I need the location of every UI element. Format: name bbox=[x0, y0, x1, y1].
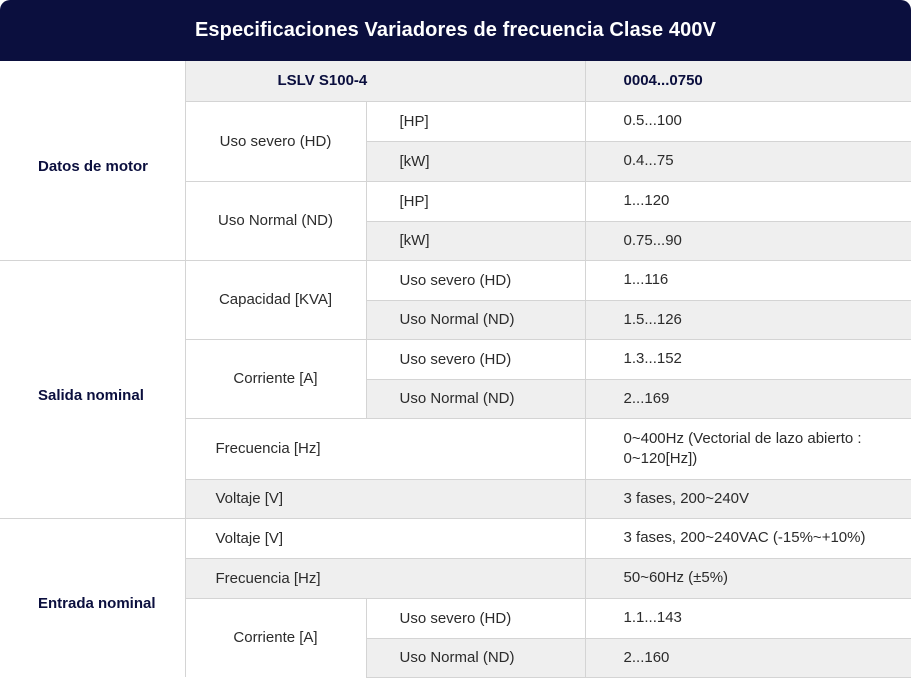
output-capacity-hd-value: 1...116 bbox=[585, 260, 911, 300]
motor-nd-kw-unit: [kW] bbox=[366, 221, 585, 260]
motor-hd-hp-value: 0.5...100 bbox=[585, 101, 911, 141]
output-capacity-nd-value: 1.5...126 bbox=[585, 300, 911, 339]
input-current-label: Corriente [A] bbox=[185, 598, 366, 677]
section-label-input: Entrada nominal bbox=[0, 518, 185, 677]
output-current-nd-label: Uso Normal (ND) bbox=[366, 379, 585, 418]
input-voltage-value: 3 fases, 200~240VAC (-15%~+10%) bbox=[585, 518, 911, 558]
input-current-hd-label: Uso severo (HD) bbox=[366, 598, 585, 638]
motor-hd-label: Uso severo (HD) bbox=[185, 101, 366, 181]
motor-nd-kw-value: 0.75...90 bbox=[585, 221, 911, 260]
motor-hd-kw-value: 0.4...75 bbox=[585, 141, 911, 181]
output-current-hd-label: Uso severo (HD) bbox=[366, 339, 585, 379]
input-current-nd-label: Uso Normal (ND) bbox=[366, 638, 585, 677]
motor-nd-hp-value: 1...120 bbox=[585, 181, 911, 221]
output-capacity-nd-label: Uso Normal (ND) bbox=[366, 300, 585, 339]
spec-table bbox=[0, 61, 911, 678]
motor-nd-label: Uso Normal (ND) bbox=[185, 181, 366, 260]
motor-hd-kw-unit: [kW] bbox=[366, 141, 585, 181]
output-current-hd-value: 1.3...152 bbox=[585, 339, 911, 379]
input-frequency-value: 50~60Hz (±5%) bbox=[585, 558, 911, 598]
output-frequency-value: 0~400Hz (Vectorial de lazo abierto : 0~120[Hz]) bbox=[585, 418, 911, 479]
output-capacity-hd-label: Uso severo (HD) bbox=[366, 260, 585, 300]
output-current-nd-value: 2...169 bbox=[585, 379, 911, 418]
motor-nd-hp-unit: [HP] bbox=[366, 181, 585, 221]
input-voltage-label: Voltaje [V] bbox=[185, 518, 585, 558]
input-frequency-label: Frecuencia [Hz] bbox=[185, 558, 585, 598]
model-name: LSLV S100-4 bbox=[185, 61, 585, 101]
section-label-output: Salida nominal bbox=[0, 260, 185, 518]
output-voltage-value: 3 fases, 200~240V bbox=[585, 479, 911, 518]
input-current-nd-value: 2...160 bbox=[585, 638, 911, 677]
input-current-hd-value: 1.1...143 bbox=[585, 598, 911, 638]
output-voltage-label: Voltaje [V] bbox=[185, 479, 585, 518]
section-label-motor: Datos de motor bbox=[0, 61, 185, 260]
table-row bbox=[0, 260, 911, 300]
output-capacity-label: Capacidad [KVA] bbox=[185, 260, 366, 339]
output-current-label: Corriente [A] bbox=[185, 339, 366, 418]
model-range: 0004...0750 bbox=[585, 61, 911, 101]
table-title: Especificaciones Variadores de frecuencia Clase 400V bbox=[0, 0, 911, 61]
motor-hd-hp-unit: [HP] bbox=[366, 101, 585, 141]
table-row bbox=[0, 61, 911, 101]
table-row bbox=[0, 518, 911, 558]
output-frequency-label: Frecuencia [Hz] bbox=[185, 418, 585, 479]
